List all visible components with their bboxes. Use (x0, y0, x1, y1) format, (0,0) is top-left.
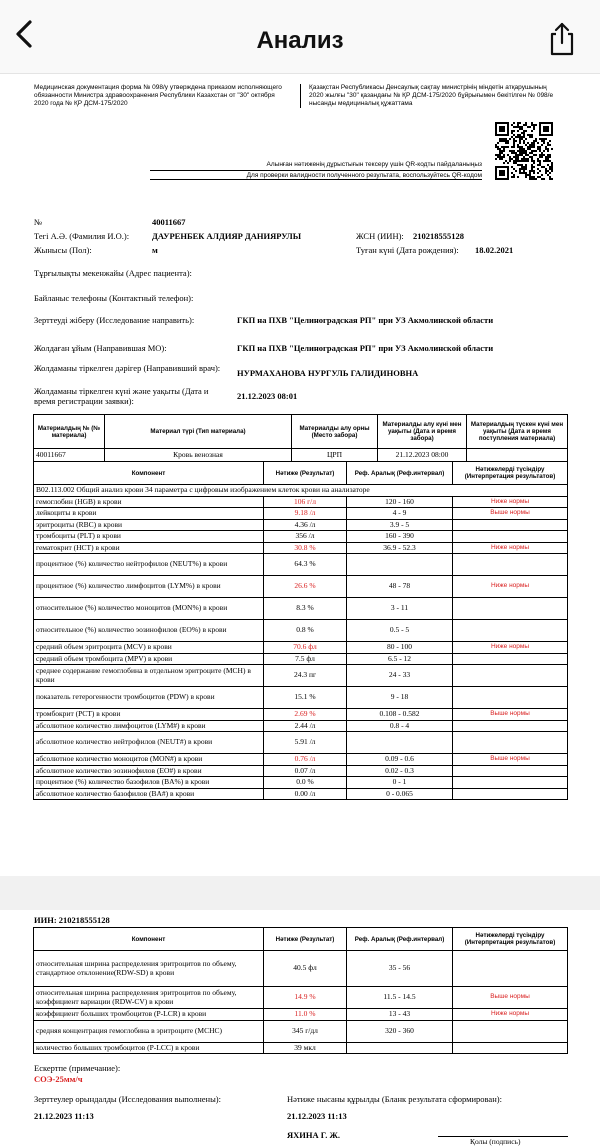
result-row (34, 598, 568, 620)
divider (150, 179, 482, 180)
result-row (34, 519, 568, 531)
result-value: 356 /л (264, 531, 347, 543)
material-number: 40011667 (152, 217, 186, 227)
qr-note-ru: Для проверки валидности полученного результата, воспользуйтесь QR-кодом (246, 172, 482, 179)
done-value: 21.12.2023 11:13 (34, 1111, 94, 1121)
col-header: Реф. Аралық (Реф.интервал) (347, 928, 453, 951)
result-value: 40.5 фл (264, 951, 347, 987)
result-name: лейкоциты в крови (34, 508, 264, 520)
col-header: Нәтиже (Результат) (264, 462, 347, 485)
form-label: Нәтиже нысаны құрылды (Бланк результата сформирован): (287, 1094, 502, 1104)
result-name: показатель гетерогенности тромбоцитов (PDW) в крови (34, 687, 264, 709)
result-name: среднее содержание гемоглобина в отдельном эритроците (MCH) в крови (34, 665, 264, 687)
result-row (34, 554, 568, 576)
sex-label: Жынысы (Пол): (34, 245, 92, 255)
page-gap (0, 876, 600, 910)
nav-bar (0, 0, 600, 74)
doctor-value: НУРМАХАНОВА НУРГУЛЬ ГАЛИДИНОВНА (237, 368, 419, 378)
col-header: Реф. Аралық (Реф.интервал) (347, 462, 453, 485)
result-ref: 0.108 - 0.582 (347, 709, 453, 721)
result-name: абсолютное количество эозинофилов (EO#) в крови (34, 765, 264, 777)
result-ref: 80 - 100 (347, 642, 453, 654)
result-name: процентное (%) количество базофилов (BA%) в крови (34, 777, 264, 789)
result-value: 2.44 /л (264, 720, 347, 732)
result-ref: 9 - 18 (347, 687, 453, 709)
col-header: Компонент (34, 462, 264, 485)
result-interp: Ниже нормы (453, 576, 568, 598)
result-name: процентное (%) количество лимфоцитов (LYM%) в крови (34, 576, 264, 598)
result-ref: 320 - 360 (347, 1020, 453, 1042)
result-ref: 24 - 33 (347, 665, 453, 687)
result-ref: 0.09 - 0.6 (347, 754, 453, 766)
result-value: 70.6 фл (264, 642, 347, 654)
col-header: Материалды алу орны (Место забора) (292, 415, 378, 449)
result-value: 345 г/дл (264, 1020, 347, 1042)
material-header-row (34, 415, 568, 449)
result-interp (453, 765, 568, 777)
result-row (34, 709, 568, 721)
result-value: 9.18 /л (264, 508, 347, 520)
result-row (34, 951, 568, 987)
result-name: гематокрит (HCT) в крови (34, 542, 264, 554)
result-value: 24.3 пг (264, 665, 347, 687)
result-row (34, 508, 568, 520)
col-header: Нәтижелерді түсіндіру (Интерпретация результатов) (453, 928, 568, 951)
result-name: тромбокрит (PCT) в крови (34, 709, 264, 721)
iin-value: 210218555128 (413, 231, 464, 241)
num-label: № (34, 217, 43, 227)
result-interp (453, 531, 568, 543)
col-header: Нәтиже (Результат) (264, 928, 347, 951)
result-name: абсолютное количество нейтрофилов (NEUT#) в крови (34, 732, 264, 754)
document-page-2 (0, 910, 600, 1146)
divider (150, 170, 482, 171)
result-name: процентное (%) количество нейтрофилов (NEUT%) в крови (34, 554, 264, 576)
note-value: СОЭ-25мм/ч (34, 1074, 83, 1084)
signer-name: ЯХИНА Г. Ж. (287, 1130, 340, 1140)
result-name: абсолютное количество лимфоцитов (LYM#) в крови (34, 720, 264, 732)
result-value: 2.69 % (264, 709, 347, 721)
header-right-text: Қазақстан Республикасы Денсаулық сақтау министрінің міндетін атқарушының 2020 жылғы "30" қазандағы № ҚР ДСМ-175/2020 бұйрығымен бекітілген № 098/е нысанды медициналық құжаттама (300, 84, 560, 108)
results-header-row (34, 928, 568, 951)
result-ref (347, 732, 453, 754)
result-row (34, 642, 568, 654)
dob-label: Туған күні (Дата рождения): (356, 245, 459, 255)
cell: ЦРП (292, 449, 378, 462)
result-value: 14.9 % (264, 987, 347, 1009)
result-interp (453, 598, 568, 620)
result-interp (453, 620, 568, 642)
share-icon[interactable] (546, 22, 578, 56)
header-left-text: Медицинская документация форма № 098/у утверждена приказом исполняющего обязанности Министра здравоохранения Республики Казахстан от "30" октября 2020 года № ҚР ДСМ-175/2020 (34, 84, 282, 107)
col-header: Компонент (34, 928, 264, 951)
mo-label: Жолдаған ұйым (Направившая МО): (34, 343, 167, 353)
result-interp (453, 777, 568, 789)
result-ref: 120 - 160 (347, 496, 453, 508)
result-ref: 3.9 - 5 (347, 519, 453, 531)
result-name: количество больших тромбоцитов (P-LCC) в крови (34, 1042, 264, 1054)
document-page-1 (0, 74, 600, 876)
result-ref: 4 - 9 (347, 508, 453, 520)
result-name: коэффициент больших тромбоцитов (P-LCR) в крови (34, 1009, 264, 1021)
result-interp (453, 687, 568, 709)
result-interp (453, 653, 568, 665)
result-ref: 11.5 - 14.5 (347, 987, 453, 1009)
result-row (34, 754, 568, 766)
result-interp (453, 788, 568, 800)
result-value: 4.36 /л (264, 519, 347, 531)
cell: Кровь венозная (105, 449, 292, 462)
result-row (34, 665, 568, 687)
material-table (33, 414, 568, 462)
result-interp: Ниже нормы (453, 1009, 568, 1021)
result-interp: Выше нормы (453, 754, 568, 766)
result-row (34, 732, 568, 754)
result-name: абсолютное количество базофилов (BA#) в крови (34, 788, 264, 800)
signature-label: Қолы (подпись) (470, 1137, 521, 1146)
doctor-label: Жолдаманы тіркелген дәрігер (Направивший врач): (34, 363, 221, 373)
result-value: 11.0 % (264, 1009, 347, 1021)
result-name: относительная ширина распределения эритроцитов по объему, коэффициент вариации (RDW-CV) в крови (34, 987, 264, 1009)
result-value: 0.76 /л (264, 754, 347, 766)
cell: 40011667 (34, 449, 105, 462)
regdate-label: Жолдаманы тіркелген күні және уақыты (Дата и время регистрации заявки): (34, 386, 209, 406)
results-table-2 (33, 927, 568, 1054)
col-header: Материалдың № (№ материала) (34, 415, 105, 449)
result-row (34, 620, 568, 642)
result-value: 8.3 % (264, 598, 347, 620)
result-value: 26.6 % (264, 576, 347, 598)
result-ref: 0 - 0.065 (347, 788, 453, 800)
results-header-row (34, 462, 568, 485)
col-header: Материалдың түскен күні мен уақыты (Дата и время поступления материала) (467, 415, 568, 449)
result-value: 0.07 /л (264, 765, 347, 777)
result-value: 64.3 % (264, 554, 347, 576)
result-ref: 0 - 1 (347, 777, 453, 789)
result-interp: Ниже нормы (453, 542, 568, 554)
result-interp (453, 732, 568, 754)
result-name: средняя концентрация гемоглобина в эритроците (MCHC) (34, 1020, 264, 1042)
section-title: В02.113.002 Общий анализ крови 34 параметра с цифровым изображением клеток крови на анализаторе (34, 485, 568, 497)
result-ref: 3 - 11 (347, 598, 453, 620)
qr-note-kz: Алынған нәтиженің дұрыстығын тексеру үшін QR-кодты пайдаланыңыз (266, 161, 482, 168)
result-name: средний объем эритроцита (MCV) в крови (34, 642, 264, 654)
note-label: Ескертпе (примечание): (34, 1063, 121, 1073)
result-row (34, 653, 568, 665)
result-row (34, 1042, 568, 1054)
col-header: Нәтижелерді түсіндіру (Интерпретация результатов) (453, 462, 568, 485)
result-interp (453, 720, 568, 732)
result-interp (453, 554, 568, 576)
result-row (34, 531, 568, 543)
result-interp: Ниже нормы (453, 642, 568, 654)
result-row (34, 720, 568, 732)
result-row (34, 765, 568, 777)
result-interp: Ниже нормы (453, 496, 568, 508)
result-row (34, 1020, 568, 1042)
result-row (34, 576, 568, 598)
mo-value: ГКП на ПХВ "Целиноградская РП" при УЗ Акмолинской области (237, 343, 494, 353)
result-interp (453, 665, 568, 687)
page-title: Анализ (256, 27, 344, 54)
result-interp: Выше нормы (453, 508, 568, 520)
result-name: эритроциты (RBC) в крови (34, 519, 264, 531)
result-name: гемоглобин (HGB) в крови (34, 496, 264, 508)
result-name: средний объем тромбоцита (MPV) в крови (34, 653, 264, 665)
result-ref (347, 554, 453, 576)
result-ref: 13 - 43 (347, 1009, 453, 1021)
result-name: относительная ширина распределения эритроцитов по объему, стандартное отклонение(RDW-SD) в крови (34, 951, 264, 987)
result-interp: Выше нормы (453, 987, 568, 1009)
name-label: Тегі А.Ә. (Фамилия И.О.): (34, 231, 130, 241)
results-table (33, 461, 568, 800)
phone-label: Байланыс телефоны (Контактный телефон): (34, 293, 194, 303)
dob-value: 18.02.2021 (475, 245, 514, 255)
result-row (34, 687, 568, 709)
result-interp (453, 951, 568, 987)
result-ref: 160 - 390 (347, 531, 453, 543)
result-row (34, 788, 568, 800)
result-interp (453, 1042, 568, 1054)
result-value: 0.8 % (264, 620, 347, 642)
page2-iin: ИИН: 210218555128 (34, 915, 110, 925)
result-ref: 48 - 78 (347, 576, 453, 598)
cell (467, 449, 568, 462)
patient-name: ДАУРЕНБЕК АЛДИЯР ДАНИЯРУЛЫ (152, 231, 302, 241)
result-name: относительное (%) количество моноцитов (MON%) в крови (34, 598, 264, 620)
result-interp (453, 1020, 568, 1042)
form-value: 21.12.2023 11:13 (287, 1111, 347, 1121)
result-name: тромбоциты (PLT) в крови (34, 531, 264, 543)
result-value: 7.5 фл (264, 653, 347, 665)
result-row (34, 496, 568, 508)
result-value: 30.8 % (264, 542, 347, 554)
section-row (34, 485, 568, 497)
result-value: 15.1 % (264, 687, 347, 709)
col-header: Материал түрі (Тип материала) (105, 415, 292, 449)
result-interp: Выше нормы (453, 709, 568, 721)
address-label: Тұрғылықты мекенжайы (Адрес пациента): (34, 268, 192, 278)
result-ref (347, 1042, 453, 1054)
material-row (34, 449, 568, 462)
referral-value: ГКП на ПХВ "Целиноградская РП" при УЗ Акмолинской области (237, 315, 494, 325)
result-row (34, 777, 568, 789)
result-row (34, 542, 568, 554)
result-value: 0.0 % (264, 777, 347, 789)
result-ref: 0.5 - 5 (347, 620, 453, 642)
cell: 21.12.2023 08:00 (378, 449, 467, 462)
referral-label: Зерттеуді жіберу (Исследование направить): (34, 315, 195, 325)
result-row (34, 987, 568, 1009)
result-value: 5.91 /л (264, 732, 347, 754)
result-ref: 36.9 - 52.3 (347, 542, 453, 554)
result-name: абсолютное количество моноцитов (MON#) в крови (34, 754, 264, 766)
done-label: Зерттеулер орындалды (Исследования выполнены): (34, 1094, 221, 1104)
regdate-value: 21.12.2023 08:01 (237, 391, 298, 401)
result-ref: 6.5 - 12 (347, 653, 453, 665)
result-value: 106 г/л (264, 496, 347, 508)
result-name: относительное (%) количество эозинофилов (EO%) в крови (34, 620, 264, 642)
col-header: Материалды алу күні мен уақыты (Дата и время забора) (378, 415, 467, 449)
result-row (34, 1009, 568, 1021)
qr-code (494, 122, 554, 180)
iin-label: ЖСН (ИИН): (356, 231, 404, 241)
result-value: 0.00 /л (264, 788, 347, 800)
result-value: 39 мкл (264, 1042, 347, 1054)
result-ref: 0.02 - 0.3 (347, 765, 453, 777)
result-interp (453, 519, 568, 531)
result-ref: 0.8 - 4 (347, 720, 453, 732)
result-ref: 35 - 56 (347, 951, 453, 987)
sex-value: м (152, 245, 158, 255)
